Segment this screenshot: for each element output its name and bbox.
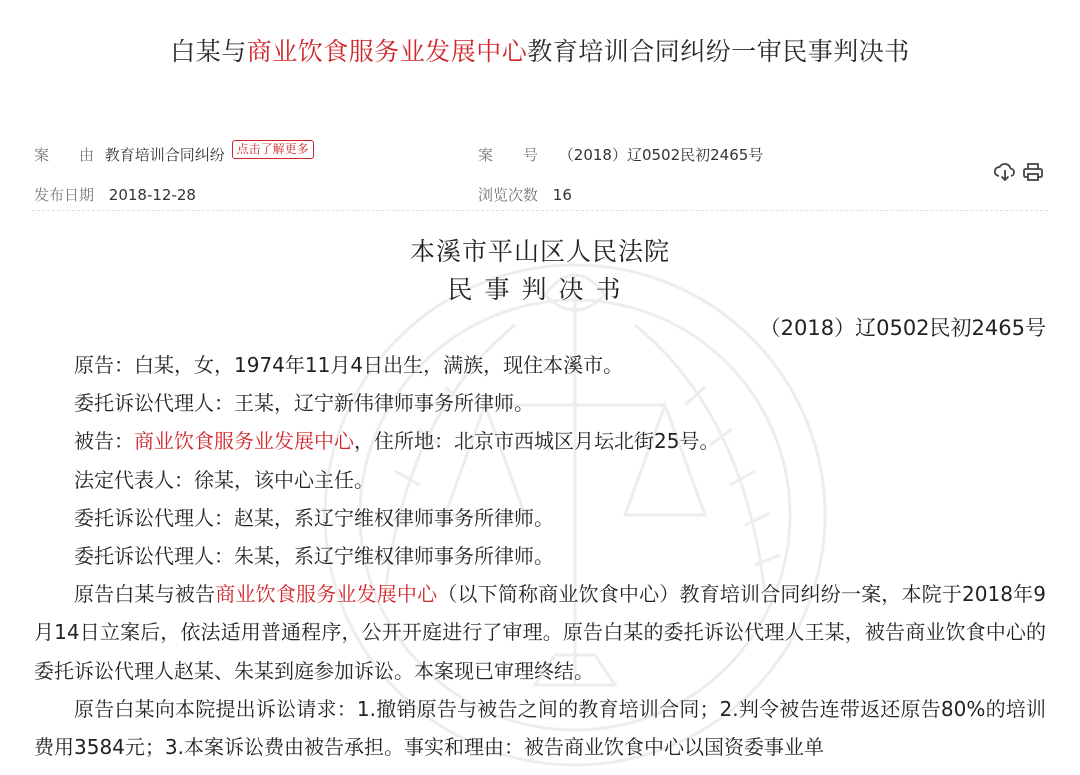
judgment-body: [34, 346, 1046, 766]
summary-suffix: （以下简称商业饮食中心）教育培训合同纠纷一案，本院于2018年9月14日立案后，依法适用普通程序，公开开庭进行了审理。原告白某的委托诉讼代理人王某，被告商业饮食中心的委托诉讼代理人赵某、朱某到庭参加诉讼。本案现已审理终结。: [34, 582, 1047, 683]
learn-more-tag[interactable]: 点击了解更多: [232, 140, 314, 159]
title-suffix: 教育培训合同纠纷一审民事判决书: [527, 37, 910, 66]
cause-field: [34, 144, 314, 166]
title-prefix: 白某与: [170, 37, 247, 66]
case-number-field: [478, 144, 763, 165]
publish-date-value: 2018-12-28: [108, 186, 196, 204]
defendant-entity-link[interactable]: 商业饮食服务业发展中心: [134, 429, 354, 454]
summary-prefix: 原告白某与被告: [74, 582, 216, 607]
claims-paragraph: 原告白某向本院提出诉讼请求：1.撤销原告与被告之间的教育培训合同；2.判令被告连带返还原告80%的培训费用3584元；3.本案诉讼费由被告承担。事实和理由：被告商业饮食中心以国资委事业单: [34, 696, 1046, 760]
view-count-label: 浏览次数: [478, 186, 539, 204]
defendant-agent-line-1: 委托诉讼代理人：赵某，系辽宁维权律师事务所律师。: [74, 505, 554, 530]
defendant-suffix: ，住所地：北京市西城区月坛北街25号。: [354, 429, 720, 454]
document-type: 民事判决书: [447, 275, 633, 304]
page-title: [0, 32, 1080, 68]
court-name: 本溪市平山区人民法院: [409, 237, 670, 266]
case-number-value: （2018）辽0502民初2465号: [558, 146, 764, 164]
case-summary-paragraph: [34, 575, 1046, 690]
title-entity-link[interactable]: 商业饮食服务业发展中心: [246, 37, 528, 66]
defendant-agent-line-2: 委托诉讼代理人：朱某，系辽宁维权律师事务所律师。: [74, 544, 554, 569]
cause-label: 案 由: [34, 146, 95, 164]
defendant-prefix: 被告：: [74, 429, 134, 454]
cause-value: 教育培训合同纠纷: [104, 146, 225, 164]
cloud-download-icon[interactable]: [994, 161, 1016, 183]
legal-representative-line: 法定代表人：徐某，该中心主任。: [74, 467, 374, 492]
view-count-field: [478, 184, 572, 205]
publish-date-label: 发布日期: [34, 186, 95, 204]
publish-date-field: [34, 184, 196, 205]
printer-icon[interactable]: [1022, 161, 1044, 183]
view-count-value: 16: [552, 186, 572, 204]
document-case-number: （2018）辽0502民初2465号: [759, 316, 1046, 340]
case-number-label: 案 号: [478, 146, 539, 164]
header-divider: [32, 210, 1048, 211]
action-icons: [994, 160, 1044, 184]
plaintiff-line: 原告：白某，女，1974年11月4日出生，满族，现住本溪市。: [74, 353, 624, 377]
plaintiff-agent-line: 委托诉讼代理人：王某，辽宁新伟律师事务所律师。: [74, 391, 534, 416]
defendant-line: [34, 422, 1046, 460]
summary-entity-link[interactable]: 商业饮食服务业发展中心: [215, 582, 438, 607]
